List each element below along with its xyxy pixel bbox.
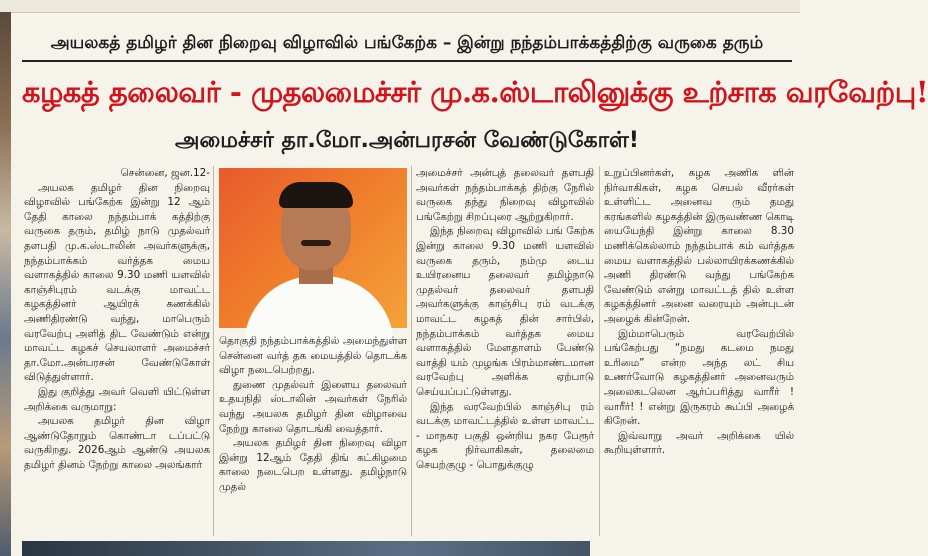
previous-article-strip	[0, 0, 800, 13]
column-1-paragraph-2: இது குறித்து அவர் வெளி யிட்டுள்ள அறிக்கை வருமாறு:	[24, 385, 210, 413]
column-1-paragraph-1: அயலக தமிழர் தின நிறைவு விழாவில் பங்கேற்க இன்று 12 ஆம் தேதி காலை நந்தம்பாக் கத்திற்கு வருகை தரும், தமிழ் நாடு முதல்வர் தளபதி மு.க.ஸ்டாலின் அவர்களுக்கு, நந்தம்பாக்கம் வர்த்தக மைய வளாகத்தில் காலை 9.30 மணி யளவில் காஞ்சிபுரம் வடக்கு மாவட்ட கழகத்தினர் ஆயிரக் கணக்கில் அணிதிரண்டு வந்து, மாபெரும் வரவேற்பு அளித் திட வேண்டும் என்று மாவட்ட கழகச் செயலாளர் அமைச்சர் தா.மோ.அன்பரசன் வேண்டுகோள் விடுத்துள்ளார்.	[24, 181, 210, 384]
next-article-photo-strip	[22, 541, 800, 556]
article-column-4	[604, 166, 794, 536]
article-column-1	[24, 166, 210, 536]
minister-portrait-photo	[219, 168, 407, 328]
dateline: சென்னை, ஜன.12-	[120, 167, 210, 179]
column-3-paragraph-3: இந்த வரவேற்பில் காஞ்சிபு ரம் வடக்கு மாவட்டத்தில் உள்ள மாவட்ட - மாநகர பகுதி ஒன்றிய நகர பேரூர் கழக நிர்வாகிகள், தலைமை செயற்குழு - பொதுக்குழு	[416, 400, 594, 471]
kicker-line: அயலகத் தமிழர் தின நிறைவு விழாவில் பங்கேற்க – இன்று நந்தம்பாக்கத்திற்கு வருகை தரும்	[50, 33, 764, 53]
column-2-paragraph-3: அயலக தமிழர் தின நிறைவு விழா இன்று 12ஆம் தேதி திங் கட்கிழமை காலை நடைபெற உள்ளது. தமிழ்நாடு முதல்	[219, 437, 407, 493]
column-1-paragraph-3: அயலக தமிழர் தின விழா ஆண்டுதோறும் கொண்டா டப்பட்டு வருகிறது. 2026ஆம் ஆண்டு அயலக தமிழர் தினம் நேற்று காலை அலங்கார்	[24, 415, 210, 471]
headline: கழகத் தலைவர் - முதலமைச்சர் மு.க.ஸ்டாலினுக்கு உற்சாக வரவேற்பு!	[22, 75, 928, 109]
adjacent-page-edge	[0, 12, 11, 556]
column-4-paragraph-2: இம்மாபெரும் வரவேற்பில் பங்கேற்பது “நமது கடமை நமது உரிமை” என்ற அந்த லட் சிய உணர்வோடு கழகத்தினர் அனைவரும் அலைகடலென ஆர்ப்பரித்து வாரீர் ! வாரீர்! ! என்று இருகரம் கூப்பி அழைக் கிறேன்.	[604, 327, 794, 428]
column-divider	[411, 166, 412, 536]
column-4-paragraph-3: இவ்வாறு அவர் அறிக்கை யில் கூறியுள்ளார்.	[604, 429, 794, 457]
subheadline: அமைச்சர் தா.மோ.அன்பரசன் வேண்டுகோள்!	[175, 128, 639, 153]
article-column-3	[416, 166, 594, 536]
article-column-2	[219, 334, 407, 536]
column-divider	[213, 166, 214, 536]
kicker-divider	[22, 60, 792, 62]
column-2-paragraph-1: தொகுதி நந்தம்பாக்கத்தில் அமைந்துள்ள சென்னை வர்த் தக மையத்தில் தொடக்க விழா நடைபெற்றது.	[219, 335, 407, 377]
column-3-paragraph-2: இந்த நிறைவு விழாவில் பங் கேற்க இன்று காலை 9.30 மணி யளவில் வருகை தரும், நம்மு டைய உயிரனைய தலைவர் தமிழ்நாடு முதல்வர் தலைவர் தளபதி அவர்களுக்கு காஞ்சிபு ரம் வடக்கு மாவட்ட கழகத் தின் சார்பில், நந்தம்பாக்கம் வர்த்தக மைய வளாகத்தில் மேளதாளம் பேண்டு வாத்தி யம் முழங்க பிரம்மாண்டமான வரவேற்பு அளிக்க ஏற்பாடு செய்யப்பட்டுள்ளது.	[416, 225, 594, 398]
column-2-paragraph-2: துணை முதல்வர் இளைய தலைவர் உதயநிதி ஸ்டாலின் அவர்கள் நேரில் வந்து அயலக தமிழர் தின விழாவை நேற்று காலை தொடங்கி வைத்தார்.	[219, 378, 407, 435]
column-divider	[599, 166, 600, 536]
column-3-paragraph-1: அமைச்சர் அன்புத் தலைவர் தளபதி அவர்கள் நந்தம்பாக்கத் திற்கு நேரில் வருகை தந்து நிறைவு விழாவில் பங்கேற்று சிறப்புரை ஆற்றுகிறார்.	[416, 167, 594, 223]
column-4-paragraph-1: உறுப்பினர்கள், கழக அணிக ளின் நிர்வாகிகள், கழக செயல் வீரர்கள் உள்ளிட்ட அனைவ ரும் தமது கரங்களில் கழகத்தின் இருவண்ண கொடி யையேந்தி இன்று காலை 8.30 மணிக்கெல்லாம் நந்தம்பாக் கம் வர்த்தக மைய வளாகத்தில் பல்லாயிரக்கணக்கில் அணி திரண்டு வந்து பங்கேற்க வேண்டும் என்று மாவட்டத் தில் உள்ள கழகத்தினர் அனை வரையும் அன்புடன் அழைக் கின்றேன்.	[604, 167, 794, 325]
